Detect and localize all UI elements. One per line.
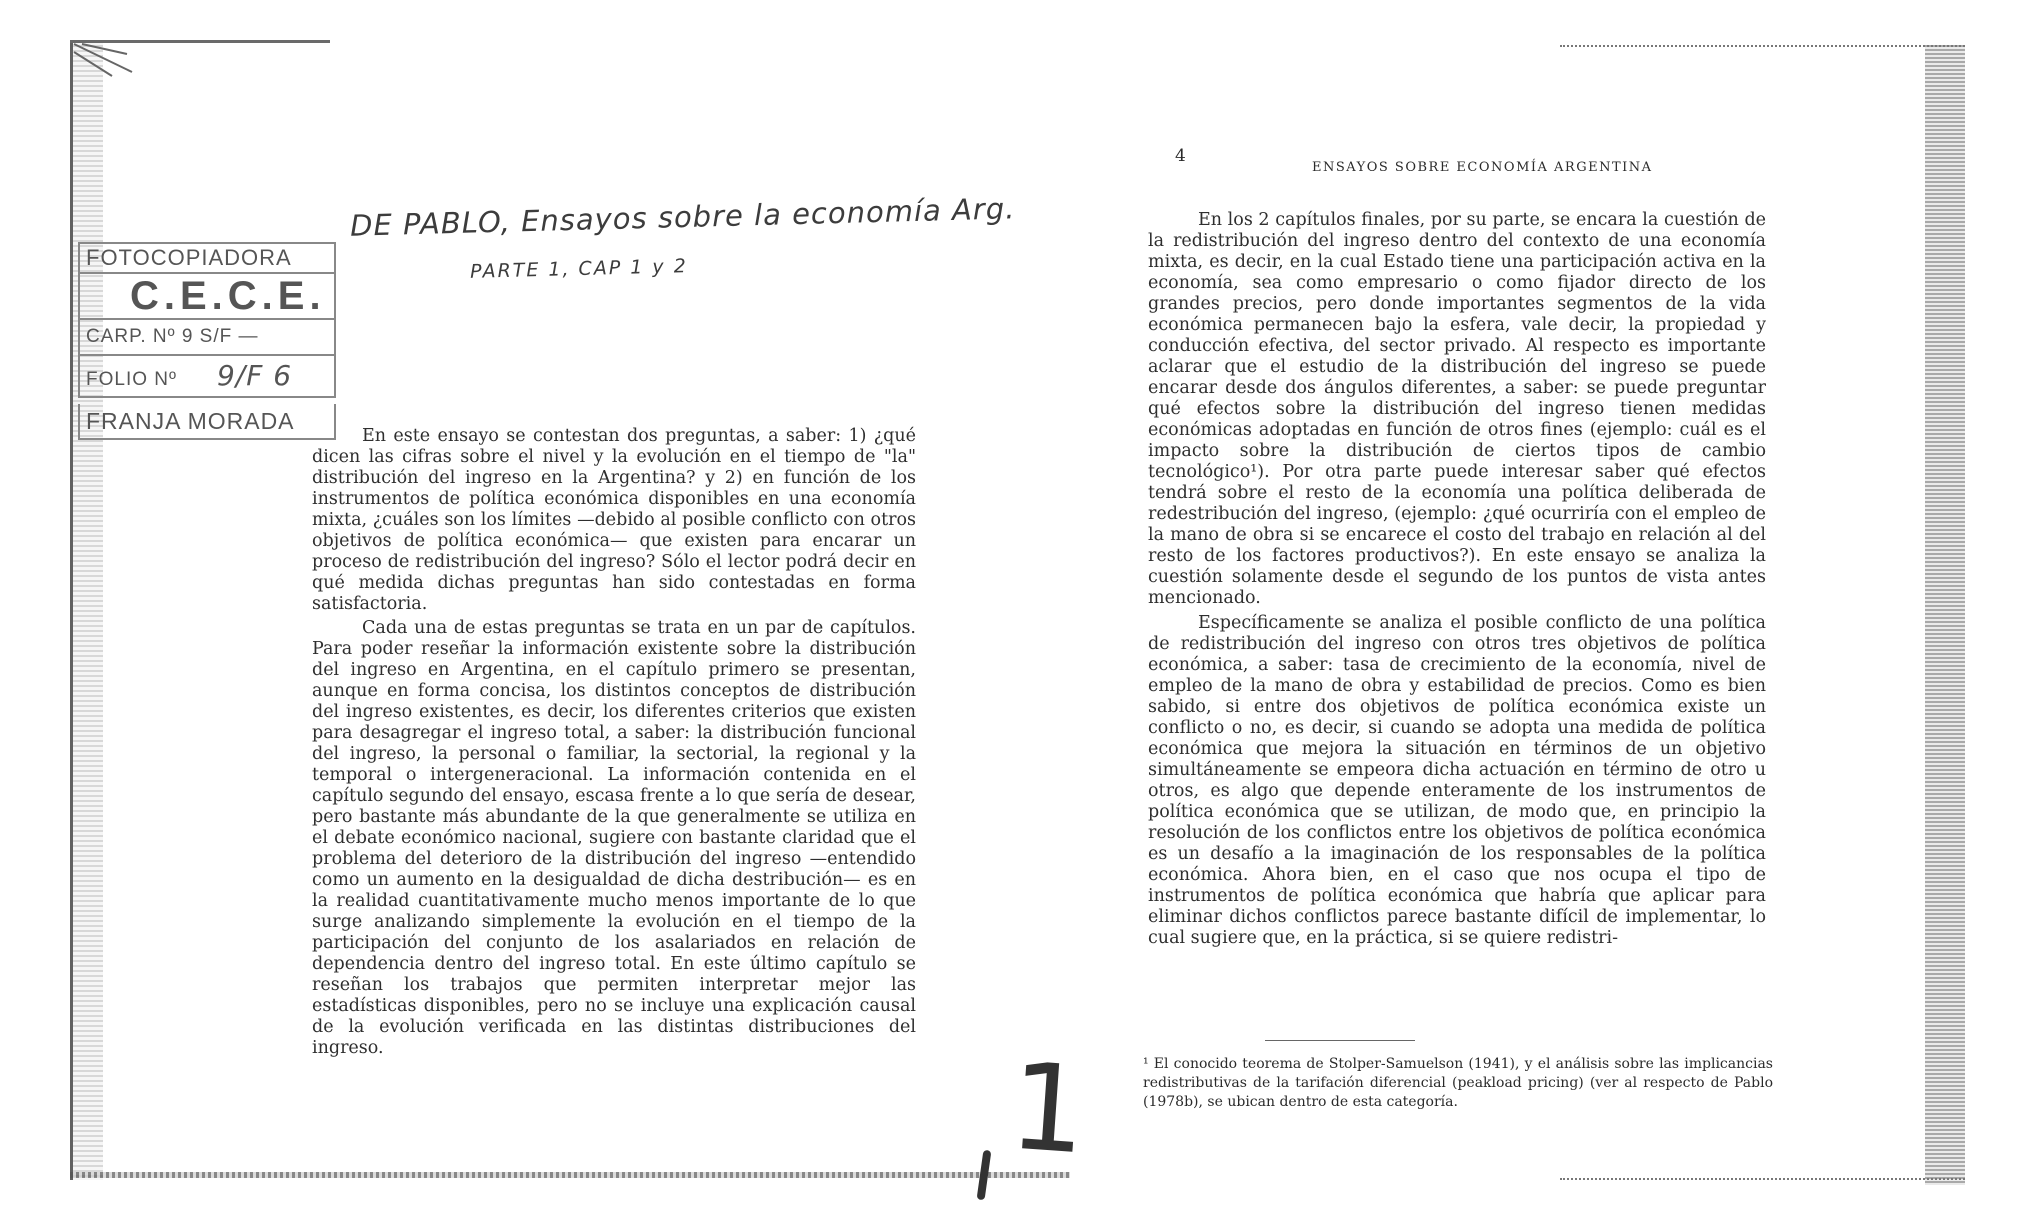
right-paragraph-1: En los 2 capítulos finales, por su parte, se encara la cuestión de la redistribución del ingreso dentro del contexto de una economía mixta, es decir, en la cual Estado tiene una participación activa en la economía, sea como empresario o como fijador directo de los grandes precios, pero donde importantes segmentos de la vida económica permanecen bajo la esfera, vale decir, la propiedad y conducción efectiva, del sector privado. Al respecto es importante aclarar que el estudio de la distribución del ingreso se puede encarar desde dos ángulos diferentes, a saber: se puede preguntar qué efectos sobre la distribución del ingreso tienen medidas económicas adoptadas en función de otros fines (ejemplo: cuál es el impacto sobre la distribución de ciertos tipos de cambio tecnológico¹). Por otra parte puede interesar saber qué efectos tendrá sobre el resto de la economía una política deliberada de redestribución del ingreso, (ejemplo: ¿qué ocurriría con el empleo de la mano de obra si se encarece el costo del trabajo en relación al del resto de los factores productivos?). En este ensayo se analiza la cuestión solamente desde el segundo de los puntos de vista antes mencionado. [1148,210,1766,608]
handwritten-subtitle: PARTE 1, CAP 1 y 2 [469,255,689,283]
scan-left-edge [70,40,103,1180]
stamp-line-cece: C.E.C.E. [78,274,336,318]
stamp-line-carpeta: CARP. Nº 9 S/F — [78,318,336,356]
stamp-folio-label: FOLIO Nº [86,369,177,390]
stamp-folio-handwritten: 9/F 6 [216,359,293,392]
corner-scan-marks [72,42,142,82]
photocopy-stamp [78,242,336,440]
scan-bottom-edge [70,1172,1070,1178]
running-head: ENSAYOS SOBRE ECONOMÍA ARGENTINA [1312,160,1653,175]
right-paragraph-2: Específicamente se analiza el posible conflicto de una política de redistribución del ingreso con otros tres objetivos de política económica, a saber: tasa de crecimiento de la economía, nivel de empleo de la mano de obra y estabilidad de precios. Como es bien sabido, si entre dos objetivos de política económica existe un conflicto o no, es decir, si cuando se adopta una medida de política económica que mejora la situación en términos de un objetivo simultáneamente se empeora dicha actuación en término de otro u otros, es algo que depende enteramente de los instrumentos de política económica que se utilizan, de modo que, en principio la resolución de los conflictos entre los objetivos de política económica es un desafío a la imaginación de los responsables de la política económica. Ahora bien, en el caso que nos ocupa el tipo de instrumentos de política económica que habría que aplicar para eliminar dichos conflictos parece bastante difícil de implementar, lo cual sugiere que, en la práctica, si se quiere redistri- [1148,613,1766,948]
left-paragraph-2: Cada una de estas preguntas se trata en un par de capítulos. Para poder reseñar la información existente sobre la distribución del ingreso en Argentina, en el capítulo primero se presentan, aunque en forma concisa, los distintos conceptos de distribución del ingreso existentes, es decir, los diferentes criterios que existen para desagregar el ingreso total, a saber: la distribución funcional del ingreso, la personal o familiar, la sectorial, la regional y la temporal o intergeneracional. La información contenida en el capítulo segundo del ensayo, escasa frente a lo que sería de desear, pero bastante más abundante de la que generalmente se utiliza en el debate económico nacional, sugiere con bastante claridad que el problema del deterioro de la distribución del ingreso —entendido como un aumento en la desigualdad de dicha destribución— es en la realidad cuantitativamente mucho menos importante de lo que surge analizando simplemente la evolución en el tiempo de la participación del conjunto de los asalariados en relación de dependencia dentro del ingreso total. En este último capítulo se reseñan los trabajos que permiten interpretar mejor las estadísticas disponibles, pero no se incluye una explicación causal de la evolución verificada en las distintas distribuciones del ingreso. [312,618,916,1058]
handwritten-title: DE PABLO, Ensayos sobre la economía Arg. [349,191,1016,243]
stamp-line-fotocopiadora: FOTOCOPIADORA [78,242,336,274]
scan-right-bottom-edge [1560,1178,1965,1182]
footnote: ¹ El conocido teorema de Stolper-Samuelson (1941), y el análisis sobre las implicancias redistributivas de la tarifación diferencial (peakload pricing) (ver al respecto de Pablo (1978b), se ubican dentro de esta categoría. [1143,1056,1773,1110]
scan-right-top-edge [1560,45,1965,49]
stamp-line-folio [78,356,336,398]
stamp-line-franja-morada: FRANJA MORADA [78,404,336,440]
left-page-body [312,426,916,1059]
right-page-number: 4 [1175,146,1186,166]
left-paragraph-1: En este ensayo se contestan dos preguntas, a saber: 1) ¿qué dicen las cifras sobre el nivel y la evolución en el tiempo de "la" distribución del ingreso en la Argentina? y 2) en función de los instrumentos de política económica disponibles en una economía mixta, ¿cuáles son los límites —debido al posible conflicto con otros objetivos de política económica— que existen para encarar un proceso de redistribución del ingreso? Sólo el lector podrá decir en qué medida dichas preguntas han sido contestadas en forma satisfactoria. [312,426,916,614]
scan-right-edge [1925,45,1965,1185]
right-page-body [1148,210,1766,949]
footnote-rule [1265,1040,1415,1041]
handwritten-page-number: 1 [1005,1037,1092,1182]
